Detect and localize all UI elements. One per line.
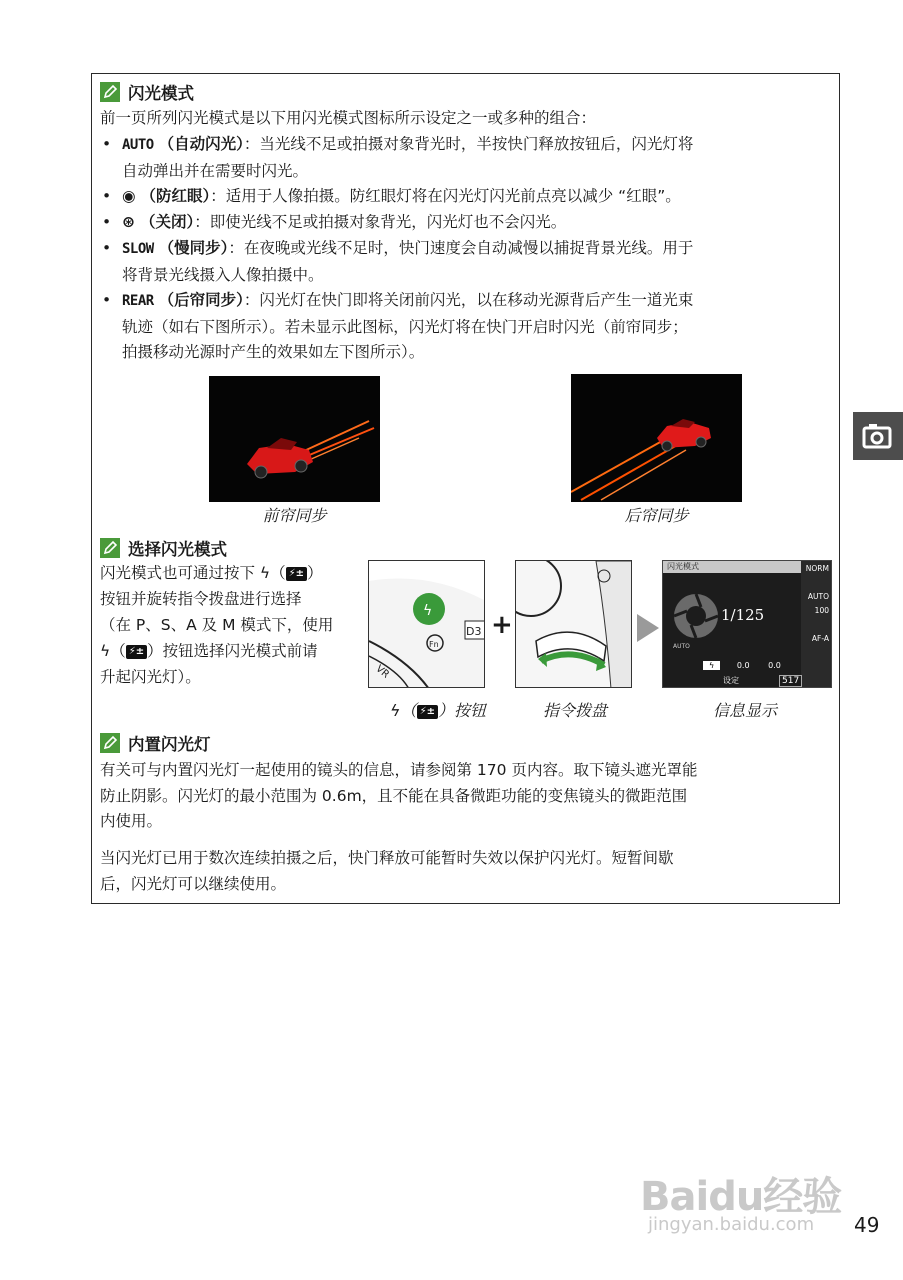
flash-comp-badge: ⚡± xyxy=(417,705,438,719)
caption-flash-button xyxy=(368,698,508,721)
bullet-name: （后帘同步） xyxy=(158,291,244,309)
bullet-key: REAR xyxy=(122,293,154,309)
text-line: ）按钮选择闪光模式前请 xyxy=(147,642,318,660)
caption-info-display: 信息显示 xyxy=(712,701,777,720)
caption-rear-curtain: 后帘同步 xyxy=(624,506,689,525)
iso-auto-label: AUTO xyxy=(673,643,690,650)
flash-comp-badge: ⚡± xyxy=(126,645,147,659)
section-heading-flash-mode xyxy=(100,80,194,104)
bullet-red-eye: • ◉ （防红眼）：适用于人像拍摄。防红眼灯将在闪光灯闪光前点亮以减少 “红眼”。 xyxy=(100,184,834,210)
flash-comp-2: 0.0 xyxy=(768,661,781,670)
red-eye-icon: ◉ xyxy=(122,187,136,205)
baidu-watermark-logo: Baidu经验 xyxy=(640,1174,842,1220)
text-line: 闪光模式也可通过按下 ϟ（ xyxy=(100,564,286,582)
flash-comp-badge: ⚡± xyxy=(286,567,307,581)
text-line: 有关可与内置闪光灯一起使用的镜头的信息，请参阅第 170 页内容。取下镜头遮光罩能 xyxy=(100,761,698,779)
bullet-off: • ⊛ （关闭）：即使光线不足或拍摄对象背光，闪光灯也不会闪光。 xyxy=(100,210,834,236)
flash-comp-1: 0.0 xyxy=(736,661,750,670)
flash-button-illustration xyxy=(368,560,485,688)
bullet-auto: • AUTO （自动闪光）：当光线不足或拍摄对象背光时，半按快门释放按钮后，闪光灯将 自动弹出并在需要时闪光。 xyxy=(102,135,694,180)
text-line: 升起闪光灯）。 xyxy=(100,668,201,686)
bullet-text: ：适用于人像拍摄。防红眼灯将在闪光灯闪光前点亮以减少 “红眼”。 xyxy=(210,187,681,205)
bullet-name: （防红眼） xyxy=(140,187,211,205)
intro-text: 前一页所列闪光模式是以下用闪光模式图标所示设定之一或多种的组合： xyxy=(100,109,597,127)
built-in-flash-para-2 xyxy=(100,846,834,897)
text-line: 内使用。 xyxy=(100,812,163,830)
bullet-name: （自动闪光） xyxy=(158,135,244,153)
info-display-screen xyxy=(662,560,832,688)
shutter-speed: 1/125 xyxy=(721,606,765,624)
text-line: 当闪光灯已用于数次连续拍摄之后，快门释放可能暂时失效以保护闪光灯。短暂间歇 xyxy=(100,849,674,867)
bullet-text: ：闪光灯在快门即将关闭前闪光，以在移动光源背后产生一道光束 xyxy=(243,291,694,309)
svg-text:ϟ: ϟ xyxy=(423,603,433,619)
text-line: ϟ（ xyxy=(100,642,126,660)
text-line: 防止阴影。闪光灯的最小范围为 0.6m，且不能在具备微距功能的变焦镜头的微距范围 xyxy=(100,786,688,805)
caption-part: ）按钮 xyxy=(437,701,486,720)
bullet-key: SLOW xyxy=(122,241,154,257)
heading-text: 选择闪光模式 xyxy=(128,540,227,559)
pencil-note-icon xyxy=(100,82,120,102)
front-curtain-photo xyxy=(209,376,380,502)
heading-text: 内置闪光灯 xyxy=(128,735,211,754)
bullet-text: ：在夜晚或光线不足时，快门速度会自动减慢以捕捉背景光线。用于 xyxy=(228,239,694,257)
text-line: ） xyxy=(307,564,323,582)
section-heading-select-flash xyxy=(100,536,227,560)
af-mode: AF-A xyxy=(811,634,829,643)
heading-text: 闪光模式 xyxy=(128,84,194,103)
bullet-name: （关闭） xyxy=(139,213,195,231)
camera-icon xyxy=(853,412,903,460)
text-line: 按钮并旋转指令拨盘进行选择 xyxy=(100,590,302,608)
command-dial-illustration xyxy=(515,560,632,688)
lcd-footer: 设定 xyxy=(723,676,739,685)
bullet-key: AUTO xyxy=(122,137,154,153)
lcd-side-column xyxy=(801,561,831,688)
bullet-text-cont: 将背景光线摄入人像拍摄中。 xyxy=(122,265,324,284)
aperture-icon xyxy=(671,591,721,641)
caption-front-curtain: 前帘同步 xyxy=(262,506,327,525)
rear-curtain-photo xyxy=(571,374,742,502)
flash-off-icon: ⊛ xyxy=(122,213,135,231)
svg-text:VR: VR xyxy=(373,663,392,681)
image-quality: NORM xyxy=(805,564,829,573)
section-heading-built-in-flash xyxy=(100,731,211,755)
iso-value: 100 xyxy=(814,606,829,615)
caption-command-dial: 指令拨盘 xyxy=(542,701,607,720)
bullet-text-cont: 拍摄移动光源时产生的效果如左下图所示）。 xyxy=(122,343,425,361)
page-number: 49 xyxy=(854,1213,880,1237)
camera-section-tab[interactable] xyxy=(853,412,903,460)
white-balance: AUTO xyxy=(807,592,829,601)
flash-comp-row: ϟ 0.0 0.0 xyxy=(703,661,799,672)
select-flash-text xyxy=(100,560,365,690)
bullet-slow: • SLOW （慢同步）：在夜晚或光线不足时，快门速度会自动减慢以捕捉背景光线。用于 将背景光线摄入人像拍摄中。 xyxy=(102,239,694,284)
text-line: （在 P、S、A 及 M 模式下，使用 xyxy=(100,616,334,634)
bullet-text-cont: 自动弹出并在需要时闪光。 xyxy=(122,161,309,180)
lcd-title: 闪光模式 xyxy=(663,561,801,573)
pencil-note-icon xyxy=(100,538,120,558)
svg-text:Fn: Fn xyxy=(429,640,439,649)
caption-part: ϟ（ xyxy=(390,701,417,720)
bullet-name: （慢同步） xyxy=(158,239,229,257)
svg-text:D3: D3 xyxy=(466,625,482,638)
built-in-flash-para-1 xyxy=(100,758,834,835)
bullet-text: ：即使光线不足或拍摄对象背光，闪光灯也不会闪光。 xyxy=(194,213,567,231)
bullet-rear: • REAR （后帘同步）：闪光灯在快门即将关闭前闪光，以在移动光源背后产生一道光束 轨迹（如右下图所示）。若未显示此图标，闪光灯将在快门开启时闪光（前帘同步； 拍摄移动光源时产生的效果如左下图所示）。 xyxy=(102,291,694,361)
bullet-text: ：当光线不足或拍摄对象背光时，半按快门释放按钮后，闪光灯将 xyxy=(243,135,694,153)
text-line: 后，闪光灯可以继续使用。 xyxy=(100,874,287,893)
plus-sign: + xyxy=(491,610,513,640)
shots-remaining: 517 xyxy=(779,675,802,687)
baidu-watermark-url: jingyan.baidu.com xyxy=(648,1214,815,1235)
arrow-right-icon xyxy=(637,614,659,642)
bullet-text-cont: 轨迹（如右下图所示）。若未显示此图标，闪光灯将在快门开启时闪光（前帘同步； xyxy=(122,317,688,336)
pencil-note-icon xyxy=(100,733,120,753)
